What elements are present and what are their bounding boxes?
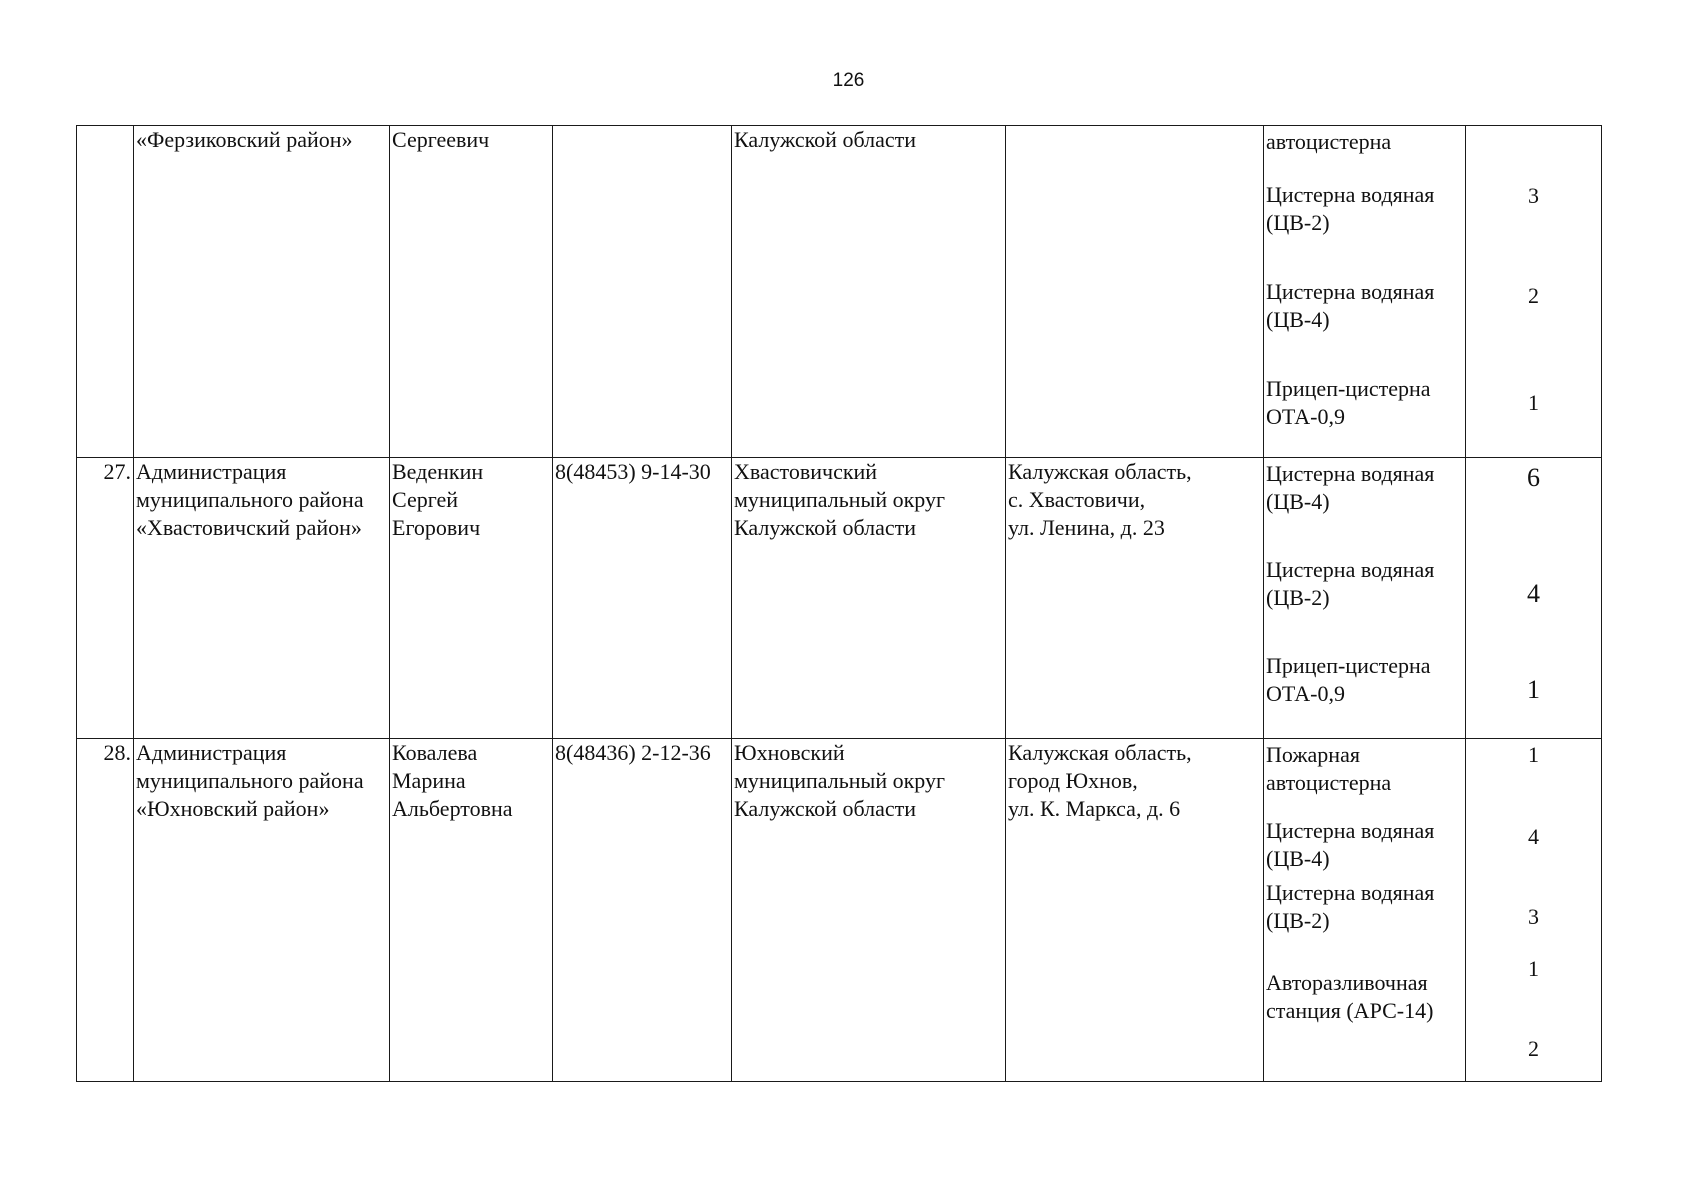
vehicle-name-line: Цистерна водяная xyxy=(1266,818,1435,843)
address-cell xyxy=(1006,739,1264,1082)
address-line: город Юхнов, xyxy=(1008,768,1138,793)
registry-table xyxy=(76,125,1602,1082)
page-number: 126 xyxy=(832,70,865,91)
organization-line: Администрация xyxy=(136,740,287,765)
organization-line: «Хвастовичский район» xyxy=(136,515,362,540)
vehicle-name-line: (ЦВ-2) xyxy=(1266,908,1330,933)
district-line: муниципальный округ xyxy=(734,487,946,512)
vehicle-name-line: (ЦВ-4) xyxy=(1266,307,1330,332)
vehicle-quantity: 3 xyxy=(1528,183,1539,208)
vehicle-quantity: 6 xyxy=(1527,463,1540,492)
district-line: Калужской области xyxy=(734,796,916,821)
vehicle-name-line: Цистерна водяная xyxy=(1266,279,1435,304)
vehicle-item xyxy=(1266,375,1463,431)
quantity-cell xyxy=(1466,739,1602,1082)
vehicle-name-line: станция (АРС-14) xyxy=(1266,998,1434,1023)
vehicle-quantity: 3 xyxy=(1528,904,1539,929)
vehicle-name-line: (ЦВ-2) xyxy=(1266,210,1330,235)
head-name-line: Сергеевич xyxy=(392,127,490,152)
organization-cell xyxy=(134,458,390,739)
row-number-cell xyxy=(77,126,134,458)
head-name-cell xyxy=(390,739,553,1082)
address-line: с. Хвастовичи, xyxy=(1008,487,1146,512)
address-cell xyxy=(1006,126,1264,458)
head-name-cell xyxy=(390,126,553,458)
vehicle-name-line: Пожарная xyxy=(1266,742,1360,767)
vehicle-name-line: автоцистерна xyxy=(1266,129,1392,154)
vehicle-item xyxy=(1266,879,1463,935)
vehicle-name-line: ОТА-0,9 xyxy=(1266,681,1345,706)
head-name-line: Веденкин xyxy=(392,459,484,484)
vehicle-item xyxy=(1266,128,1463,156)
vehicle-item xyxy=(1266,556,1463,612)
address-line: Калужская область, xyxy=(1008,459,1192,484)
district-cell xyxy=(732,739,1006,1082)
head-name-cell xyxy=(390,458,553,739)
organization-line: «Ферзиковский район» xyxy=(136,127,353,152)
vehicles-cell xyxy=(1264,126,1466,458)
district-line: Калужской области xyxy=(734,515,916,540)
head-name-line: Альбертовна xyxy=(392,796,513,821)
address-line: Калужская область, xyxy=(1008,740,1192,765)
vehicles-cell xyxy=(1264,739,1466,1082)
vehicle-item xyxy=(1266,181,1463,237)
organization-line: муниципального района xyxy=(136,768,364,793)
organization-line: муниципального района xyxy=(136,487,364,512)
vehicle-quantity: 4 xyxy=(1527,579,1540,608)
vehicle-quantity: 1 xyxy=(1528,956,1539,981)
district-line: Хвастовичский xyxy=(734,459,878,484)
vehicle-item xyxy=(1266,460,1463,516)
vehicle-name-line: Прицеп-цистерна xyxy=(1266,376,1431,401)
head-name-line: Сергей xyxy=(392,487,458,512)
vehicle-quantity: 4 xyxy=(1528,824,1539,849)
phone-number: 8(48436) 2-12-36 xyxy=(555,740,711,765)
vehicle-name-line: Цистерна водяная xyxy=(1266,557,1435,582)
vehicle-name-line: автоцистерна xyxy=(1266,770,1392,795)
organization-line: Администрация xyxy=(136,459,287,484)
vehicle-item xyxy=(1266,741,1463,797)
quantity-cell xyxy=(1466,458,1602,739)
vehicle-name-line: Авторазливочная xyxy=(1266,970,1428,995)
row-number-cell xyxy=(77,458,134,739)
district-line: Юхновский xyxy=(734,740,845,765)
organization-cell xyxy=(134,126,390,458)
vehicle-item xyxy=(1266,817,1463,873)
head-name-line: Ковалева xyxy=(392,740,478,765)
phone-cell xyxy=(553,126,732,458)
district-line: муниципальный округ xyxy=(734,768,946,793)
address-cell xyxy=(1006,458,1264,739)
organization-cell xyxy=(134,739,390,1082)
vehicle-name-line: Цистерна водяная xyxy=(1266,182,1435,207)
vehicle-quantity: 1 xyxy=(1527,675,1540,704)
row-number: 27. xyxy=(103,459,131,484)
phone-number: 8(48453) 9-14-30 xyxy=(555,459,711,484)
vehicle-quantity: 1 xyxy=(1528,390,1539,415)
district-cell xyxy=(732,458,1006,739)
table-row xyxy=(77,739,1602,1082)
table-row xyxy=(77,126,1602,458)
vehicle-quantity: 2 xyxy=(1528,1036,1539,1061)
vehicle-name-line: (ЦВ-2) xyxy=(1266,585,1330,610)
vehicle-quantity: 1 xyxy=(1528,742,1539,767)
vehicle-name-line: ОТА-0,9 xyxy=(1266,404,1345,429)
row-number: 28. xyxy=(103,740,131,765)
vehicle-item xyxy=(1266,969,1463,1025)
quantity-cell xyxy=(1466,126,1602,458)
organization-line: «Юхновский район» xyxy=(136,796,330,821)
phone-cell xyxy=(553,739,732,1082)
vehicle-name-line: (ЦВ-4) xyxy=(1266,489,1330,514)
vehicle-name-line: (ЦВ-4) xyxy=(1266,846,1330,871)
vehicle-item xyxy=(1266,278,1463,334)
address-line: ул. К. Маркса, д. 6 xyxy=(1008,796,1181,821)
vehicle-item xyxy=(1266,652,1463,708)
address-line: ул. Ленина, д. 23 xyxy=(1008,515,1165,540)
vehicle-name-line: Цистерна водяная xyxy=(1266,461,1435,486)
head-name-line: Егорович xyxy=(392,515,481,540)
district-cell xyxy=(732,126,1006,458)
phone-cell xyxy=(553,458,732,739)
vehicle-name-line: Прицеп-цистерна xyxy=(1266,653,1431,678)
head-name-line: Марина xyxy=(392,768,466,793)
vehicle-name-line: Цистерна водяная xyxy=(1266,880,1435,905)
vehicle-quantity: 2 xyxy=(1528,283,1539,308)
vehicles-cell xyxy=(1264,458,1466,739)
district-line: Калужской области xyxy=(734,127,916,152)
row-number-cell xyxy=(77,739,134,1082)
table-row xyxy=(77,458,1602,739)
